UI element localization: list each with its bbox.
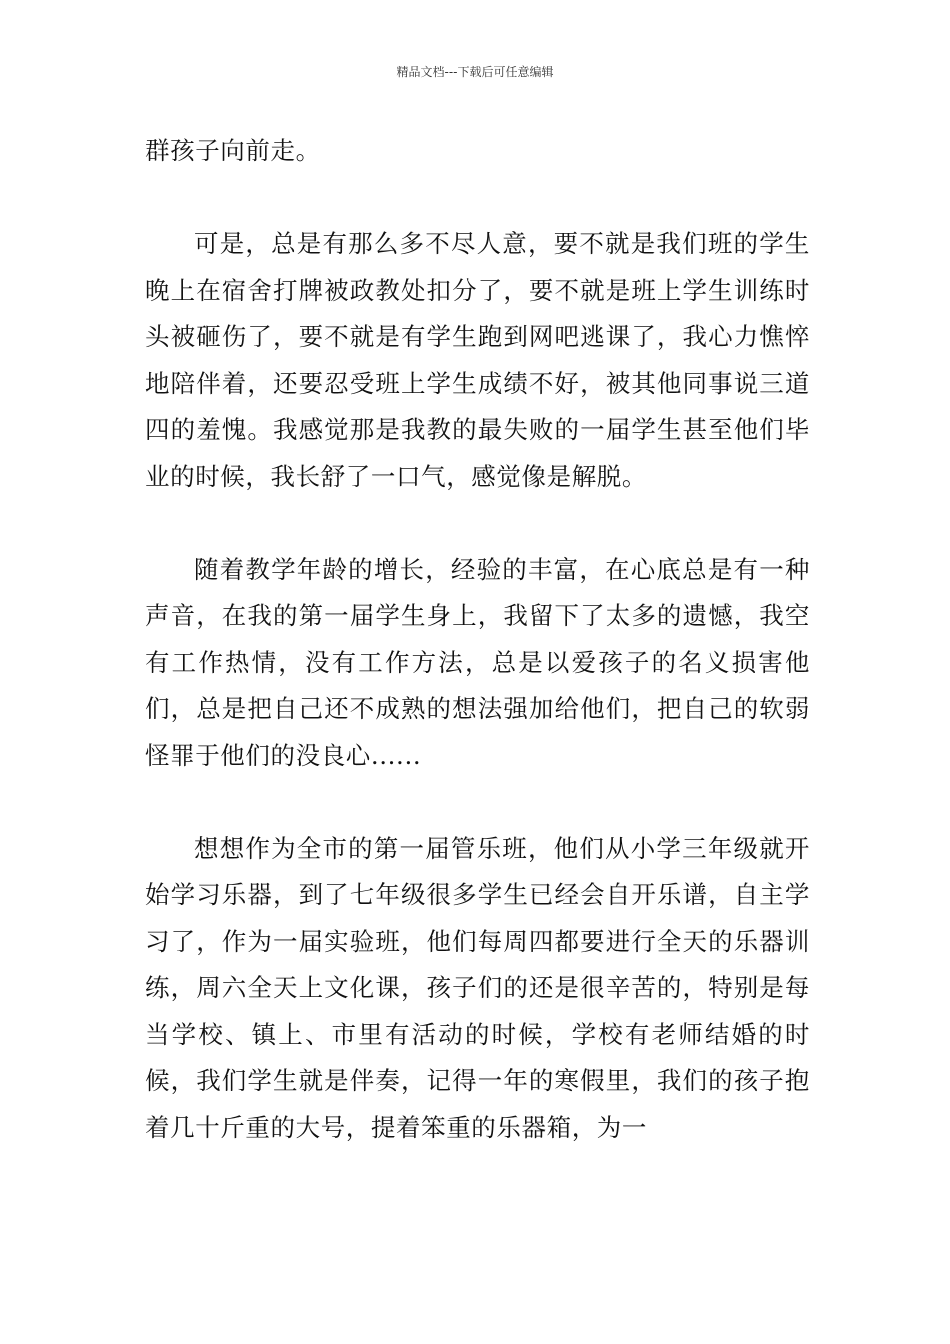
paragraph-3: 想想作为全市的第一届管乐班，他们从小学三年级就开始学习乐器，到了七年级很多学生已经会自开乐谱，自主学习了，作为一届实验班，他们每周四都要进行全天的乐器训练，周六全天上文化课，孩子们的还是很辛苦的，特别是每当学校、镇上、市里有活动的时候，学校有老师结婚的时候，我们学生就是伴奏，记得一年的寒假里，我们的孩子抱着几十斤重的大号，提着笨重的乐器箱，为一: [145, 833, 810, 1142]
paragraph-1: 可是，总是有那么多不尽人意，要不就是我们班的学生晚上在宿舍打牌被政教处扣分了，要不就是班上学生训练时头被砸伤了，要不就是有学生跑到网吧逃课了，我心力憔悴地陪伴着，还要忍受班上学生成绩不好，被其他同事说三道四的羞愧。我感觉那是我教的最失败的一届学生甚至他们毕业的时候，我长舒了一口气，感觉像是解脱。: [145, 229, 810, 491]
paragraph-2: 随着教学年龄的增长，经验的丰富，在心底总是有一种声音，在我的第一届学生身上，我留下了太多的遗憾，我空有工作热情，没有工作方法，总是以爱孩子的名义损害他们，总是把自己还不成熟的想法强加给他们，把自己的软弱怪罪于他们的没良心......: [145, 554, 810, 770]
page-header: 精品文档---下载后可任意编辑: [396, 65, 554, 79]
document-body: [145, 128, 810, 1151]
paragraph-continuation: 群孩子向前走。: [145, 136, 321, 165]
